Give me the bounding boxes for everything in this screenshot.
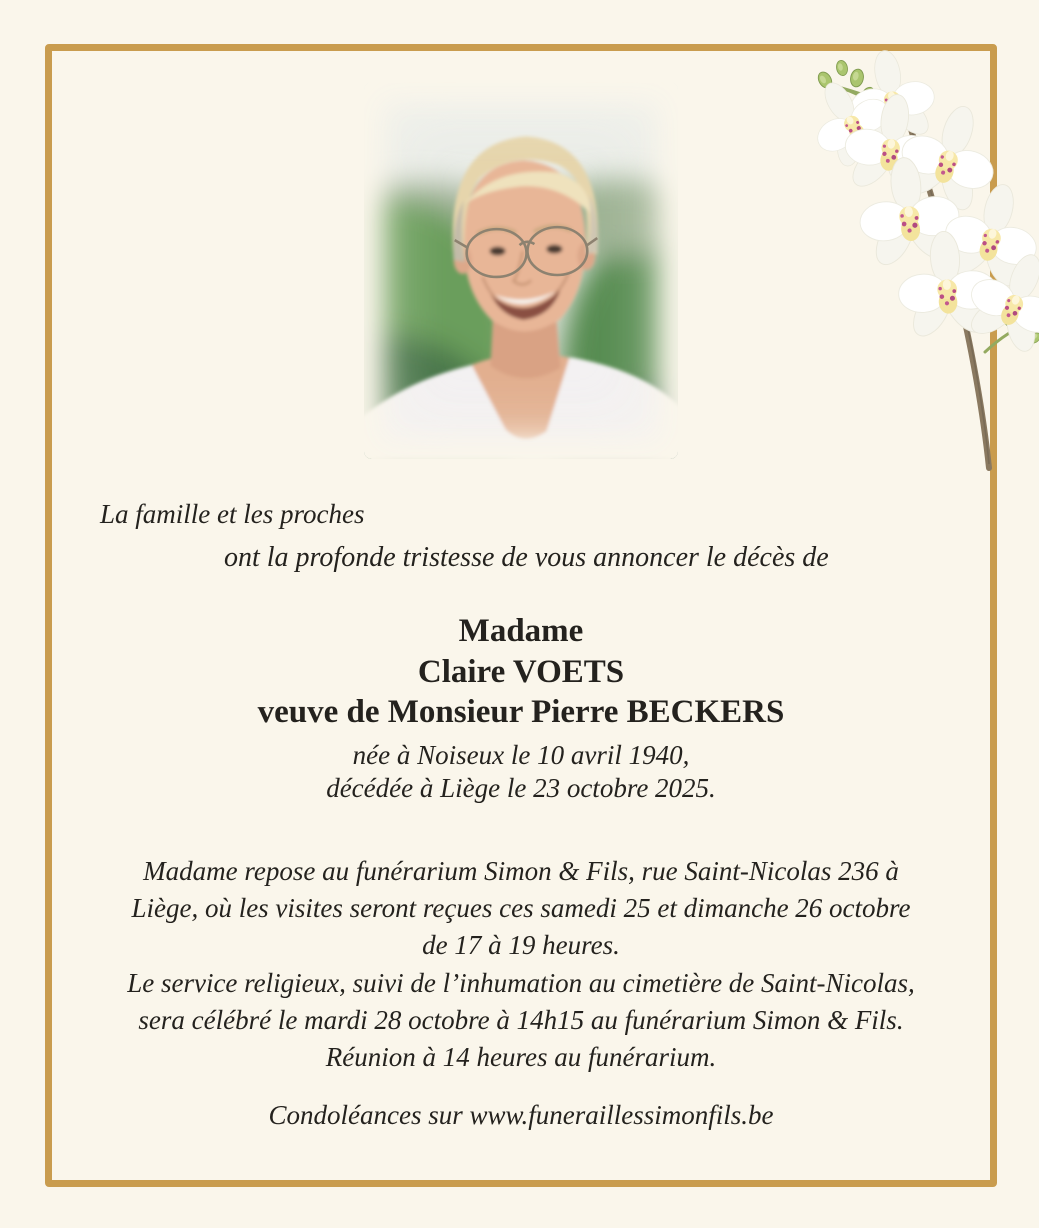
- deceased-name: Claire VOETS: [417, 654, 625, 690]
- service-line-1: Le service religieux, suivi de l’inhumation au cimetière de Saint-Nicolas,: [127, 968, 915, 998]
- birth-line: née à Noiseux le 10 avril 1940,: [352, 740, 690, 770]
- white-orchid-decoration: [795, 40, 1039, 480]
- death-line: décédée à Liège le 23 octobre 2025.: [326, 773, 716, 803]
- condolences-line: Condoléances sur www.funeraillessimonfils.be: [268, 1100, 774, 1130]
- deceased-relation: veuve de Monsieur Pierre BECKERS: [257, 694, 785, 730]
- service-line-2: sera célébré le mardi 28 octobre à 14h15 au funérarium Simon & Fils.: [138, 1005, 904, 1035]
- visitation-line-3: de 17 à 19 heures.: [422, 930, 620, 960]
- visitation-line-2: Liège, où les visites seront reçues ces samedi 25 et dimanche 26 octobre: [131, 893, 911, 923]
- visitation-paragraph: [45, 853, 997, 964]
- deceased-title: Madame: [458, 613, 584, 649]
- service-line-3: Réunion à 14 heures au funérarium.: [325, 1042, 717, 1072]
- intro-line-1: La famille et les proches: [100, 499, 365, 529]
- visitation-line-1: Madame repose au funérarium Simon & Fils, rue Saint-Nicolas 236 à: [143, 856, 899, 886]
- intro-line-2: ont la profonde tristesse de vous annoncer le décès de: [224, 542, 829, 573]
- service-paragraph: [45, 965, 997, 1076]
